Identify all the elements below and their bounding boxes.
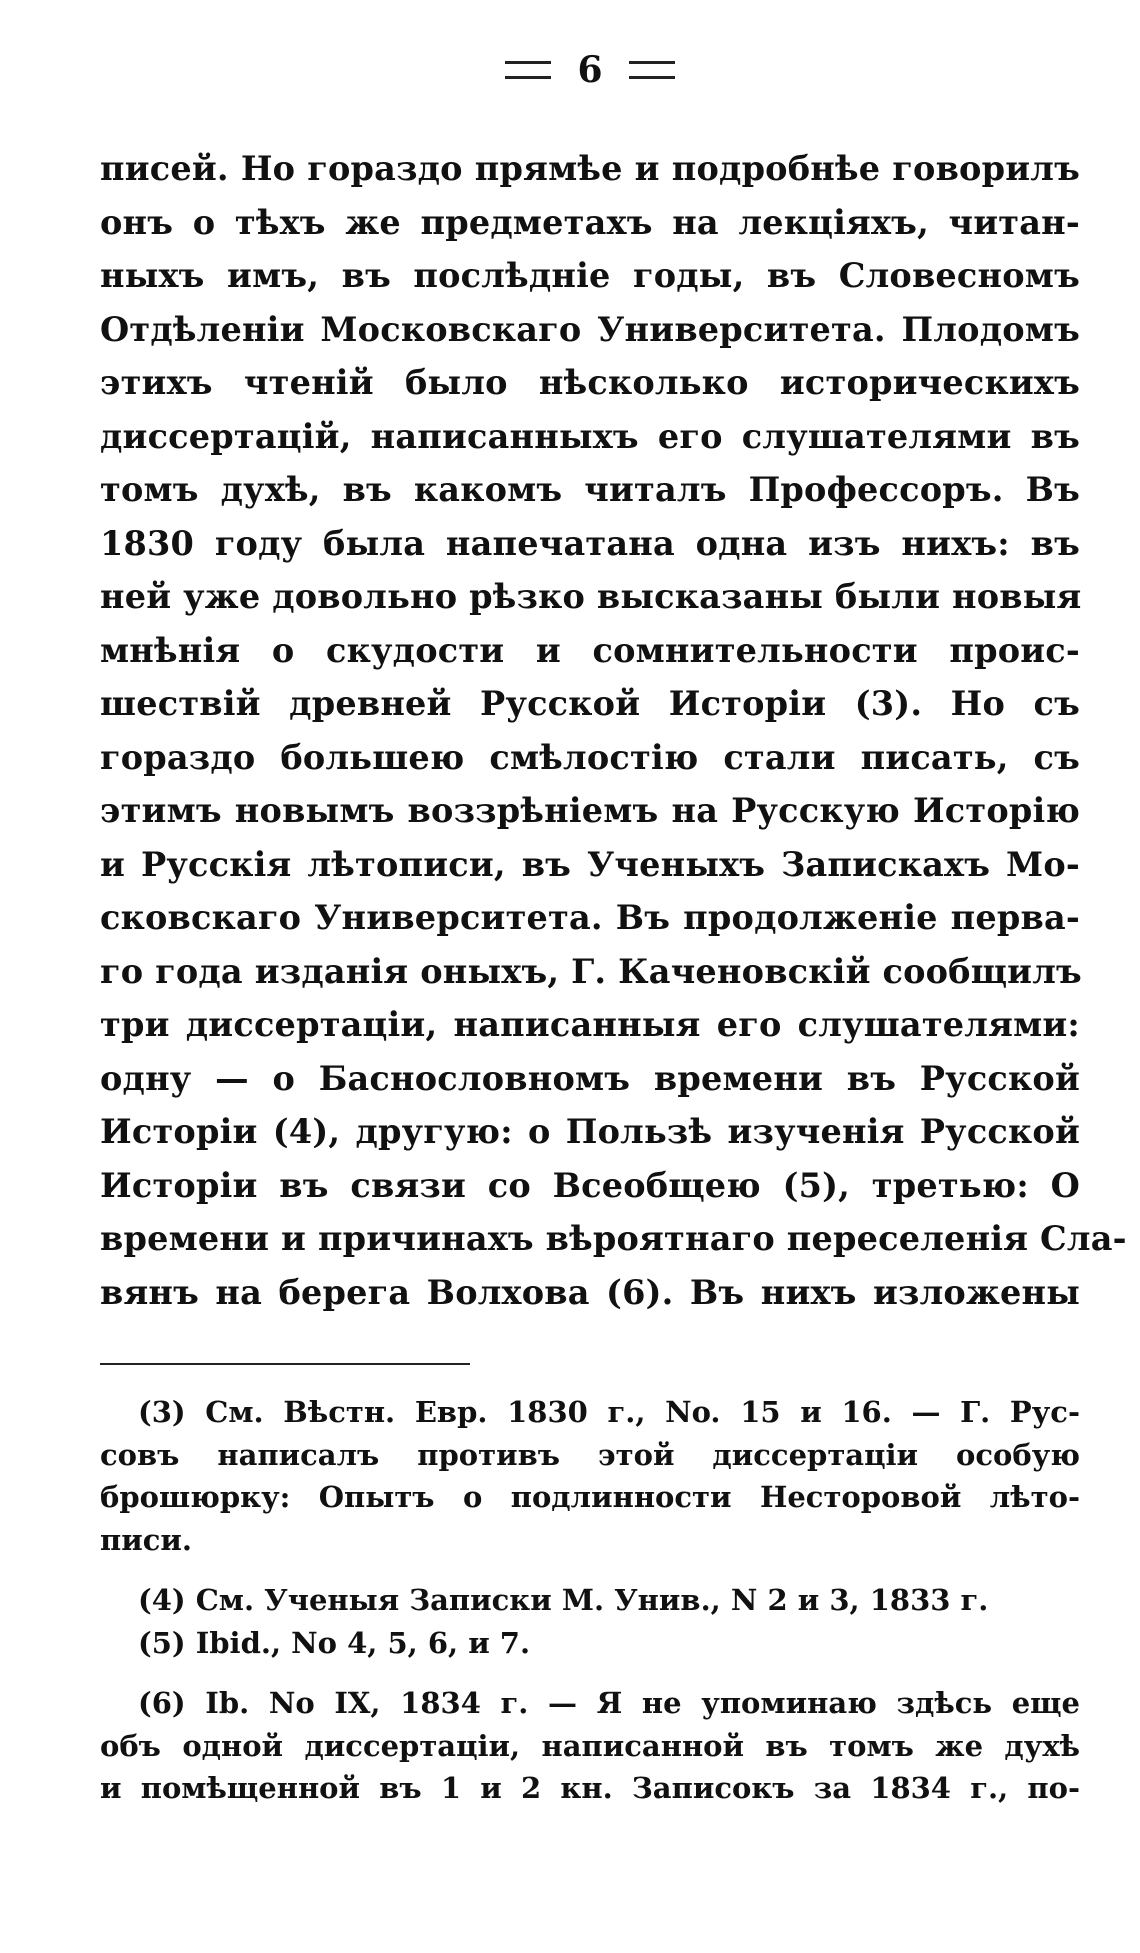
text-line: сковскаго Университета. Въ продолженіе перва- — [100, 898, 1080, 937]
text-line: томъ духѣ, въ какомъ читалъ Профессоръ. Въ — [100, 470, 1080, 509]
right-ornament-rule — [629, 61, 675, 79]
text-line: одну — о Баснословномъ времени въ Русской — [100, 1058, 1080, 1098]
text-line: ныхъ имъ, въ послѣдніе годы, въ Словесномъ — [100, 256, 1080, 295]
footnote-3-line: писи. — [100, 1522, 192, 1557]
text-line: и Русскія лѣтописи, въ Ученыхъ Запискахъ Мо- — [100, 844, 1080, 884]
footnote-spacer — [100, 1561, 1080, 1579]
text-line: этихъ чтеній было нѣсколько историческихъ — [100, 363, 1080, 402]
text-line: Исторіи (4), другую: о Пользѣ изученія Русской — [100, 1112, 1080, 1151]
text-line: онъ о тѣхъ же предметахъ на лекціяхъ, читан- — [100, 202, 1080, 242]
text-line: 1830 году была напечатана одна изъ нихъ: въ — [100, 523, 1080, 563]
footnote-5: (5) Ibid., No 4, 5, 6, и 7. — [138, 1625, 531, 1660]
text-line: шествій древней Русской Исторіи (3). Но съ — [100, 684, 1080, 723]
text-line: Исторіи въ связи со Всеобщею (5), третью: О — [100, 1165, 1080, 1205]
text-line: гораздо большею смѣлостію стали писать, съ — [100, 737, 1080, 777]
footnote-3-line: брошюрку: Опытъ о подлинности Несторовой лѣто- — [100, 1480, 1080, 1514]
page-header — [100, 40, 1080, 100]
text-line: этимъ новымъ воззрѣніемъ на Русскую Исторію — [100, 791, 1080, 830]
text-line: вянъ на берега Волхова (6). Въ нихъ изложены — [100, 1272, 1080, 1312]
book-page — [100, 40, 1127, 1810]
text-line: писей. Но гораздо прямѣе и подробнѣе говорилъ — [100, 149, 1080, 188]
footnote-6-line: (6) Ib. No IX, 1834 г. — Я не упоминаю здѣсь еще — [138, 1686, 1080, 1720]
left-ornament-rule — [505, 61, 551, 79]
footnote-separator — [100, 1363, 470, 1365]
text-line: времени и причинахъ вѣроятнаго переселенія Сла- — [100, 1219, 1127, 1258]
footnote-4: (4) См. Ученыя Записки М. Унив., N 2 и 3, 1833 г. — [138, 1583, 989, 1617]
text-line: Отдѣленіи Московскаго Университета. Плодомъ — [100, 309, 1080, 349]
footnote-3-line: совъ написалъ противъ этой диссертаціи особую — [100, 1437, 1080, 1472]
text-line: мнѣнія о скудости и сомнительности проис- — [100, 630, 1080, 670]
footnote-6-line: и помѣщенной въ 1 и 2 кн. Записокъ за 1834 г., по- — [100, 1771, 1080, 1805]
footnote-spacer — [100, 1664, 1080, 1682]
text-line: диссертацій, написанныхъ его слушателями въ — [100, 416, 1080, 456]
text-line: го года изданія оныхъ, Г. Каченовскій сообщилъ — [100, 951, 1082, 991]
footnotes — [100, 1391, 1080, 1810]
page-number: 6 — [577, 49, 603, 91]
text-line: три диссертаціи, написанныя его слушателями: — [100, 1005, 1080, 1044]
main-text — [100, 142, 1127, 1319]
footnote-3-line: (3) См. Вѣстн. Евр. 1830 г., No. 15 и 16. — Г. Рус- — [138, 1395, 1080, 1429]
text-line: ней уже довольно рѣзко высказаны были новыя — [100, 577, 1082, 616]
footnote-6-line: объ одной диссертаціи, написанной въ томъ же духѣ — [100, 1728, 1080, 1763]
